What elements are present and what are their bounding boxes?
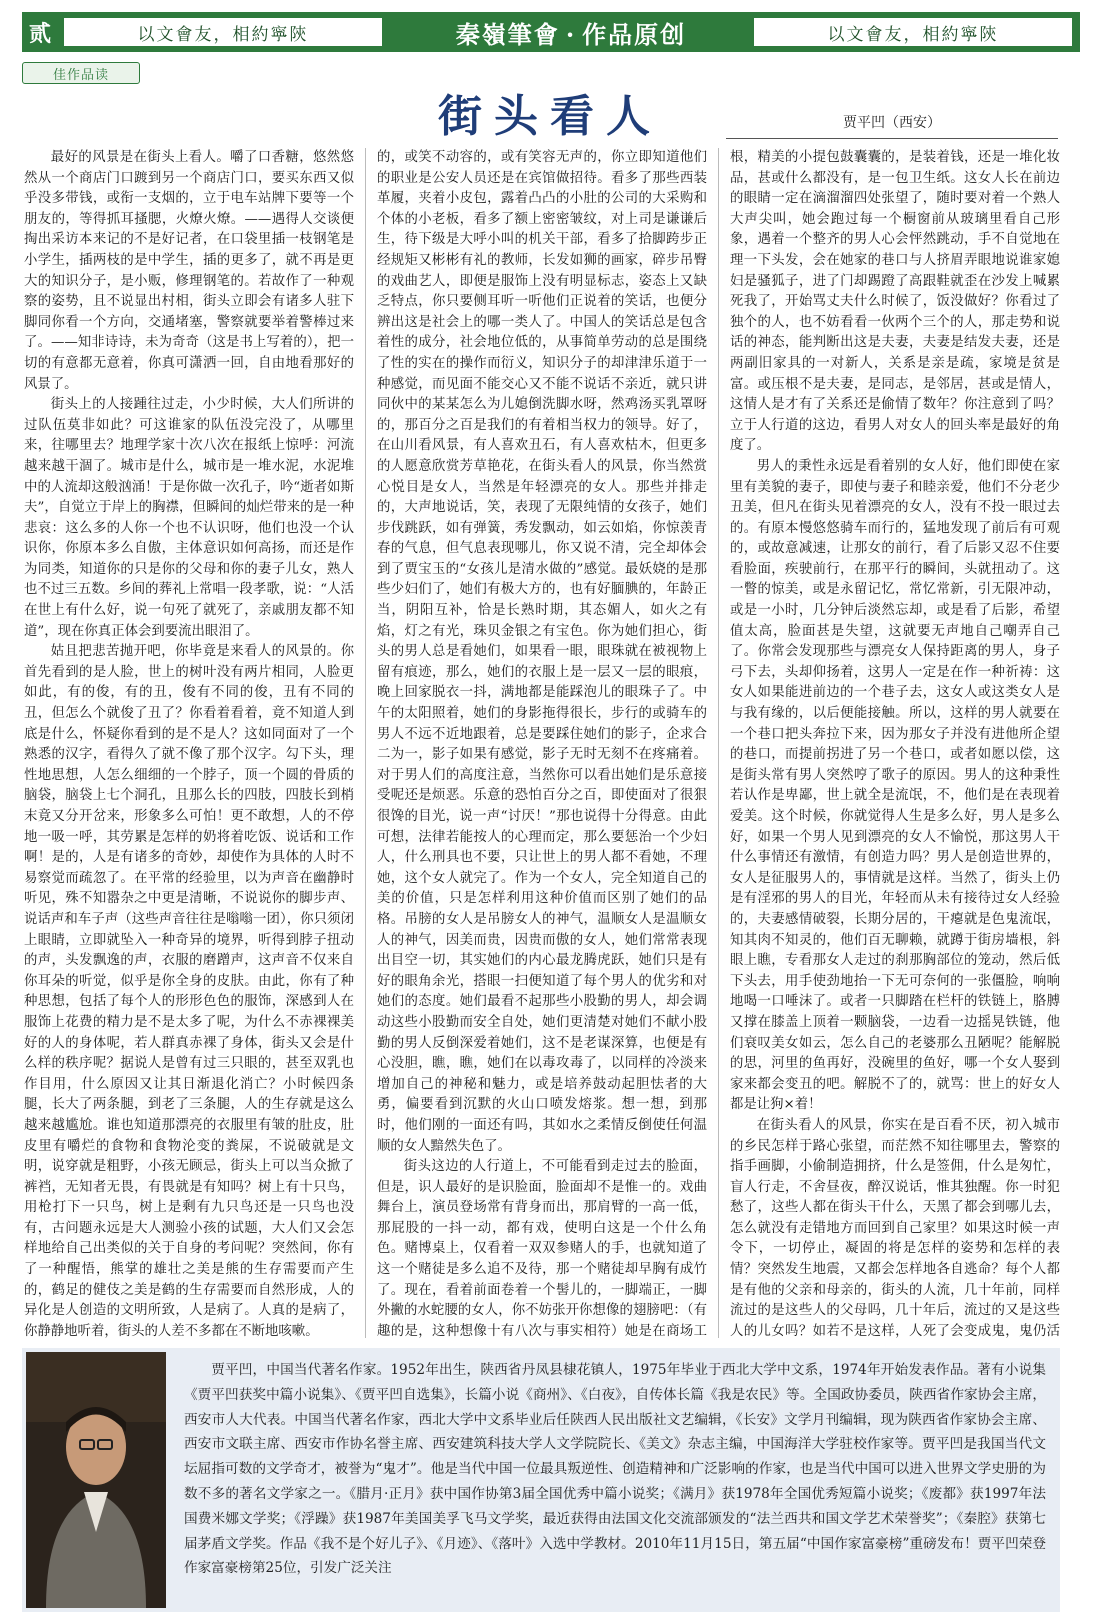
motto-right: 以文會友，相約寧陝 (754, 18, 1072, 46)
author-photo (26, 1352, 166, 1608)
article-paragraph: 根，精美的小提包鼓囊囊的，是装着钱，还是一堆化妆品，甚或什么都没有，是一包卫生纸。这女人长在前边的眼睛一定在滴溜溜四处张望了，随时要对着一个熟人大声尖叫，她会跑过每一个橱窗前从玻璃里看自己形象，遇着一个整齐的男人心会怦然跳动，手不自觉地在理一下头发，会在她家的巷口与人挤眉弄眼地说谁家媳妇是骚狐子，进了门却踢蹬了高跟鞋就歪在沙发上喊累死我了，开始骂丈夫什么时候了，饭没做好？你看过了独个的人，也不妨看看一伙两个三个的人，那走势和说话的神态，能判断出这是夫妻，夫妻是结发夫妻，还是两副旧家具的一对新人，关系是亲是疏，家境是贫是富。或压根不是夫妻，是同志，是邻居，甚或是情人，这情人是才有了关系还是偷情了数年？你注意到了吗？立于人行道的这边，看男人对女人的回头率是最好的角度了。 (730, 150, 1060, 454)
article-column-3 (730, 148, 1060, 1342)
article-paragraph: 街头这边的人行道上，不可能看到走过去的脸面，但是，识人最好的是识脸面，脸面却不是惟一的。戏曲舞台上，演员登场常有背身而出，那肩臂的一高一低，那屁股的一抖一动，都有戏，使明白这是一个什么角色。赌博桌上，仅看着一双双参赌人的手，也就知道了这一个赌徒是多么追不及待，那一个赌徒却早胸有成竹了。现在，看着前面卷着一个髻儿的，一脚端正，一脚外撇的水蛇腰的女人，你不妨张开你想像的翅膀吧：（有趣的是，这种想像十有八次与事实相符）她是在商场工 (377, 1159, 707, 1339)
section-tag: 佳作品读 (22, 62, 140, 84)
masthead-separator: · (565, 19, 577, 49)
author-bio-text: 贾平凹，中国当代著名作家。1952年出生，陕西省丹凤县棣花镇人，1975年毕业于西北大学中文系，1974年开始发表作品。著有小说集《贾平凹获奖中篇小说集》、《贾平凹自选集》，长篇小说《商州》、《白夜》，自传体长篇《我是农民》等。全国政协委员，陕西省作家协会主席，西安市人大代表。中国当代著名作家，西北大学中文系毕业后任陕西人民出版社文艺编辑，《长安》文学月刊编辑，现为陕西省作家协会主席、西安市文联主席、西安市作协名誉主席、西安建筑科技大学人文学院院长、《美文》杂志主编，中国海洋大学驻校作家等。贾平凹是我国当代文坛屈指可数的文学奇才，被誉为“鬼才”。他是当代中国一位最具叛逆性、创造精神和广泛影响的作家，也是当代中国可以进入世界文学史册的为数不多的著名文学家之一。《腊月·正月》获中国作协第3届全国优秀中篇小说奖；《满月》获1978年全国优秀短篇小说奖；《废都》获1997年法国费米娜文学奖；《浮躁》获1987年美国美孚飞马文学奖，最近获得由法国文化交流部颁发的“法兰西共和国文学艺术荣誉奖”；《秦腔》获第七届茅盾文学奖。作品《我不是个好儿子》、《月迹》、《落叶》入选中学教材。2010年11月15日，第五届“中国作家富豪榜”重磅发布！贾平凹荣登作家富豪榜第25位，引发广泛关注 (184, 1362, 1046, 1577)
article-column-1 (24, 148, 354, 1342)
masthead-section: 作品原创 (582, 19, 687, 49)
author-bio-box (22, 1348, 1060, 1612)
article-paragraph: 街头上的人接踵往过走，小少时候，大人们所讲的过队伍莫非如此？可这谁家的队伍没完没了，从哪里来，往哪里去？地理学家十次八次在报纸上惊呼：河流越来越干涸了。城市是什么，城市是一堆水泥，水泥堆中的人流却这般汹涌！于是你做一次孔子，吟“逝者如斯夫”，自觉立于岸上的胸襟，但瞬间的灿烂带来的是一种悲哀：这么多的人你一个也不认识呀，他们也没一个认识你，你原本多么自傲，主体意识如何高扬，而还是作为同类，知道你的只是你的父母和你的妻子儿女，熟人也不过三五数。乡间的葬礼上常唱一段孝歌，说：“人活在世上有什么好，说一句死了就死了，亲戚朋友都不知道”，现在你真正体会到要流出眼泪了。 (24, 397, 354, 639)
article-column-2 (377, 148, 707, 1342)
page-number: 贰 (28, 20, 51, 47)
masthead-name: 秦嶺筆會 (455, 19, 560, 49)
article-title: 街头看人 (438, 91, 662, 142)
article-paragraph: 最好的风景是在街头上看人。嚼了口香糖，悠然悠然从一个商店门口踱到另一个商店门口，要买东西又似乎没多带钱，或衔一支烟的，立于电车站牌下要等一个朋友的，等得抓耳搔腮，火燎火燎。——遇得人交谈便掏出采访本来记的不是好记者，在口袋里插一枝钢笔是小学生，插两枝的是中学生，插的更多了，就不再是更大的知识分子，是小贩，修理钢笔的。若故作了一种观察的姿势，且不说显出村相，街头立即会有诸多人驻下脚同你看一个方向，交通堵塞，警察就要举着警棒过来了。——知非诗诗，未为奇奇（这是书上写着的），把一切的有意都无意着，你真可潇洒一回，自由地看那好的风景了。 (24, 150, 354, 392)
article-body (24, 148, 1060, 1342)
article-paragraph: 男人的秉性永远是看着别的女人好，他们即使在家里有美貌的妻子，即使与妻子和睦亲爱，他们不分老少丑美，但凡在街头见着漂亮的女人，没有不投一眼过去的。有原本慢悠悠骑车而行的，猛地发现了前后有可观的，或故意减速，让那女的前行，看了后影又忍不住要看脸面，疾驶前行，在那平行的瞬间，头就扭动了。这一瞥的惊美，或是永留记忆，常忆常新，引无限冲动，或是一小时，几分钟后淡然忘却，或是看了后影，希望值太高，脸面甚是失望，这就要无声地自己嘲弄自己了。你常会发现那些与漂亮女人保持距离的男人，身子弓下去，头却仰扬着，这男人一定是在作一种祈祷：这女人如果能进前边的一个巷子去，这女人或这类女人是与我有缘的，以后便能接触。所以，这样的男人就要在一个巷口把头奔拉下来，因为那女子并没有进他所企望的巷口，而提前拐进了另一个巷口，或者如愿以偿，这是街头常有男人突然哼了歌子的原因。男人的这种秉性若认作是卑鄙，世上就全是流氓，不，他们是在表现着爱美。这个时候，你就觉得人生是多么好，男人是多么好，如果一个男人见到漂亮的女人不愉悦，那这男人干什么事情还有激情，有创造力吗？男人是创造世界的，女人是征服男人的，事情就是这样。当然了，街头上仍是有淫邪的男人的目光，年轻而从未有接待过女人经验的，夫妻感情破裂，长期分居的，干瘪就是色鬼流氓，知其肉不知灵的，他们百无聊赖，就蹲于街房墙根，斜眼上瞧，专看那女人走过的刹那胸部位的笼动，然后低下头去，用手使劲地抬一下无可奈何的一张僵脸，响响地喝一口唾沫了。或者一只脚踏在栏杆的铁链上，胳膊又撑在膝盖上顶着一颗脑袋，一边看一边摇晃铁链，他们衰叹美女如云，怎么自己的老婆那么丑陋呢？能解脱的思，河里的鱼再好，没碗里的鱼好，哪一个女人娶到家来都会变丑的吧。解脱不了的，就骂：世上的好女人都是让狗×着！ (730, 458, 1060, 1113)
page-header (22, 12, 1080, 52)
article-byline: 贾平凹（西安） (726, 112, 1058, 139)
article-paragraph: 的，或笑不动容的，或有笑容无声的，你立即知道他们的职业是公安人员还是在宾馆做招待。看多了那些西装革履，夹着小皮包，露着凸凸的小肚的公司的大采购和个体的小老板，看多了额上密密皱纹，对上司是谦谦后生，待下级是大呼小叫的机关干部，看多了拾脚跨步正经规矩又彬彬有礼的教师，长发如狮的画家，碎步吊臀的戏曲艺人，即便是服饰上没有明显标志，姿态上又缺乏特点，你只要侧耳听一听他们正说着的笑话，也便分辨出这是社会上的哪一类人了。中国人的笑话总是包含着性的成分，社会地位低的，从事简单劳动的总是围绕了性的实在的操作而衍义，知识分子的却津津乐道于一种感觉，而见面不能交心又不能不说话不亲近，就只讲同伙中的某某怎么为儿媳倒洗脚水呀，然鸡汤买乳罩呀的，那百分之百是我们的有着相当权力的领导。好了，在山川看风景，有人喜欢丑石，有人喜欢枯木，但更多的人愿意欣赏芳草艳花，在街头看人的风景，你当然赏心悦目是女人，当然是年轻漂亮的女人。那些并排走的，大声地说话，笑，表现了无限纯情的女孩子，她们步伐跳跃，如有弹簧，秀发飘动，如云如焰，你惊羡青春的气息，但气息表现哪儿，你又说不清，完全却体会到了贾宝玉的“女孩儿是清水做的”感觉。最妖娆的是那些少妇们了，她们有极大方的，也有好腼腆的，年龄正当，阴阳互补，恰是长熟时期，其态媚人，如火之有焰，灯之有光，珠贝金银之有宝色。你为她们担心，街头的男人总是看她们，如果看一眼，眼珠就在被视物上留有痕迹，那么，她们的衣服上是一层又一层的眼痕，晚上回家脱衣一抖，满地都是能踩泡儿的眼珠子了。中午的太阳照着，她们的身影拖得很长，步行的或骑车的男人不远不近地跟着，总是要踩住她们的影子，企求合二为一，影子如果有感觉，影子无时无刻不在疼痛着。对于男人们的高度注意，当然你可以看出她们是乐意接受呢还是烦恶。乐意的恐怕百分之百，即使面对了很狠很馋的目光，说一声“讨厌！”那也说得十分得意。由此可想，法律若能按人的心理而定，那么要惩治一个少妇人，什么刑具也不要，只让世上的男人都不看她，不理她，这个女人就完了。作为一个女人，完全知道自己的美的价值，只是怎样利用这种价值而区别了她们的品格。吊膀的女人是吊膀女人的神气，温顺女人是温顺女人的神气，因美而贵，因贵而傲的女人，她们常常表现出目空一切，其实她们的内心最龙腾虎跃，她们只是有好的眼角余光，搭眼一扫便知道了每个男人的优劣和对她们的态度。她们最看不起那些小股勤的男人，却会调动这些小股勤而安全自处，她们更清楚对她们不献小股勤的男人反倒深爱着她们，这不是老谋深算，也便是有心没胆，瞧，瞧，她们在以毒攻毒了，以同样的冷淡来增加自己的神秘和魅力，或是培养鼓动起胆怯者的大勇，偏要看到沉默的火山口喷发熔浆。想一想，到那时，他们刚的一面还有吗，其如水之柔情反倒使任何温顺的女人黯然失色了。 (377, 150, 707, 1154)
article-paragraph: 在街头看人的风景，你实在是百看不厌，初入城市的乡民怎样于路心张望，而茫然不知往哪里去，警察的指手画脚，小偷制造拥挤，什么是签佣，什么是匆忙，盲人行走，不舍昼夜，醉汉说话，惟其独醒。你一时犯愁了，这些人都在街头干什么，天黑了都会到哪儿去，怎么就没有走错地方而回到自己家里？如果这时候一声令下，一切停止，凝固的将是怎样的姿势和怎样的表情？突然发生地震，又都会怎样地各自逃命？每个人都是有他的父亲和母亲的，街头的人流，几十年前，同样流过的是这些人的父母吗，几十年后，流过的又是这些人的儿女吗？如若不是这样，人死了会变成鬼，鬼仍活 (730, 1117, 1060, 1339)
motto-left: 以文會友，相約寧陝 (64, 18, 382, 46)
masthead (388, 15, 754, 50)
article-paragraph: 姑且把悲苦抛开吧，你毕竟是来看人的风景的。你首先看到的是人脸，世上的树叶没有两片相同，人脸更如此，有的俊，有的丑，俊有不同的俊，丑有不同的丑，但怎么个就俊了丑了？你看着看着，竟不知道人到底是什么，怀疑你看到的是不是人？这如同面对了一个熟悉的汉字，看得久了就不像了那个汉字。勾下头，理性地思想，人怎么细细的一个脖子，顶一个圆的骨质的脑袋，脑袋上七个洞孔，且那么长的四肢，四肢长到梢末竟又分开岔来，形象多么可怕！更不敢想，人的不停地一吸一呼，其劳累是怎样的奶将着吃饭、说话和工作啊！是的，人是有诸多的奇妙，却使作为具体的人时不易察觉而疏忽了。在平常的经验里，以为声音在幽静时听见，殊不知嚣杂之中更是清晰，不说说你的脚步声、说话声和车子声（这些声音往往是嗡嗡一团），你只须闭上眼睛，立即就坠入一种奇异的境界，听得到脖子扭动的声，头发飘逸的声，衣服的磨蹭声，这声音不仅来自你耳朵的听觉，似乎是你全身的皮肤。由此，你有了种种思想，包括了每个人的形形色色的服饰，深感到人在服饰上花费的精力是不是太多了呢，为什么不赤裸裸美好的人的身体呢，若人群真赤裸了身体，街头又会是什么样的秩序呢？据说人是曾有过三只眼的，甚至双乳也作目用，什么原因又让其日渐退化消亡？小时候四条腿，长大了两条腿，到老了三条腿，人的生存就是这么越来越尴尬。谁也知道那漂亮的衣服里有皱的肚皮，肚皮里有嚼烂的食物和食物沦变的粪屎，不说破就是文明，说穿就是粗野，小孩无顾忌，街头上可以当众掀了裤裆，无知者无畏，有畏就是有知吗？树上有十只鸟，用枪打下一只鸟，树上是剩有九只鸟还是一只鸟也没有，古问题永远是大人测验小孩的试题，大人们又会怎样地给自己出类似的关于自身的考问呢？突然间，你有了一种醒悟，熊掌的雄壮之美是熊的生存需要而产生的，鹤足的健伎之美是鹤的生存需要而自然形成，人的异化是人创造的文明所致，人是病了。人真的是病了，你静静地听着，街头的人差不多都在不断地咳嗽。 (24, 644, 354, 1339)
